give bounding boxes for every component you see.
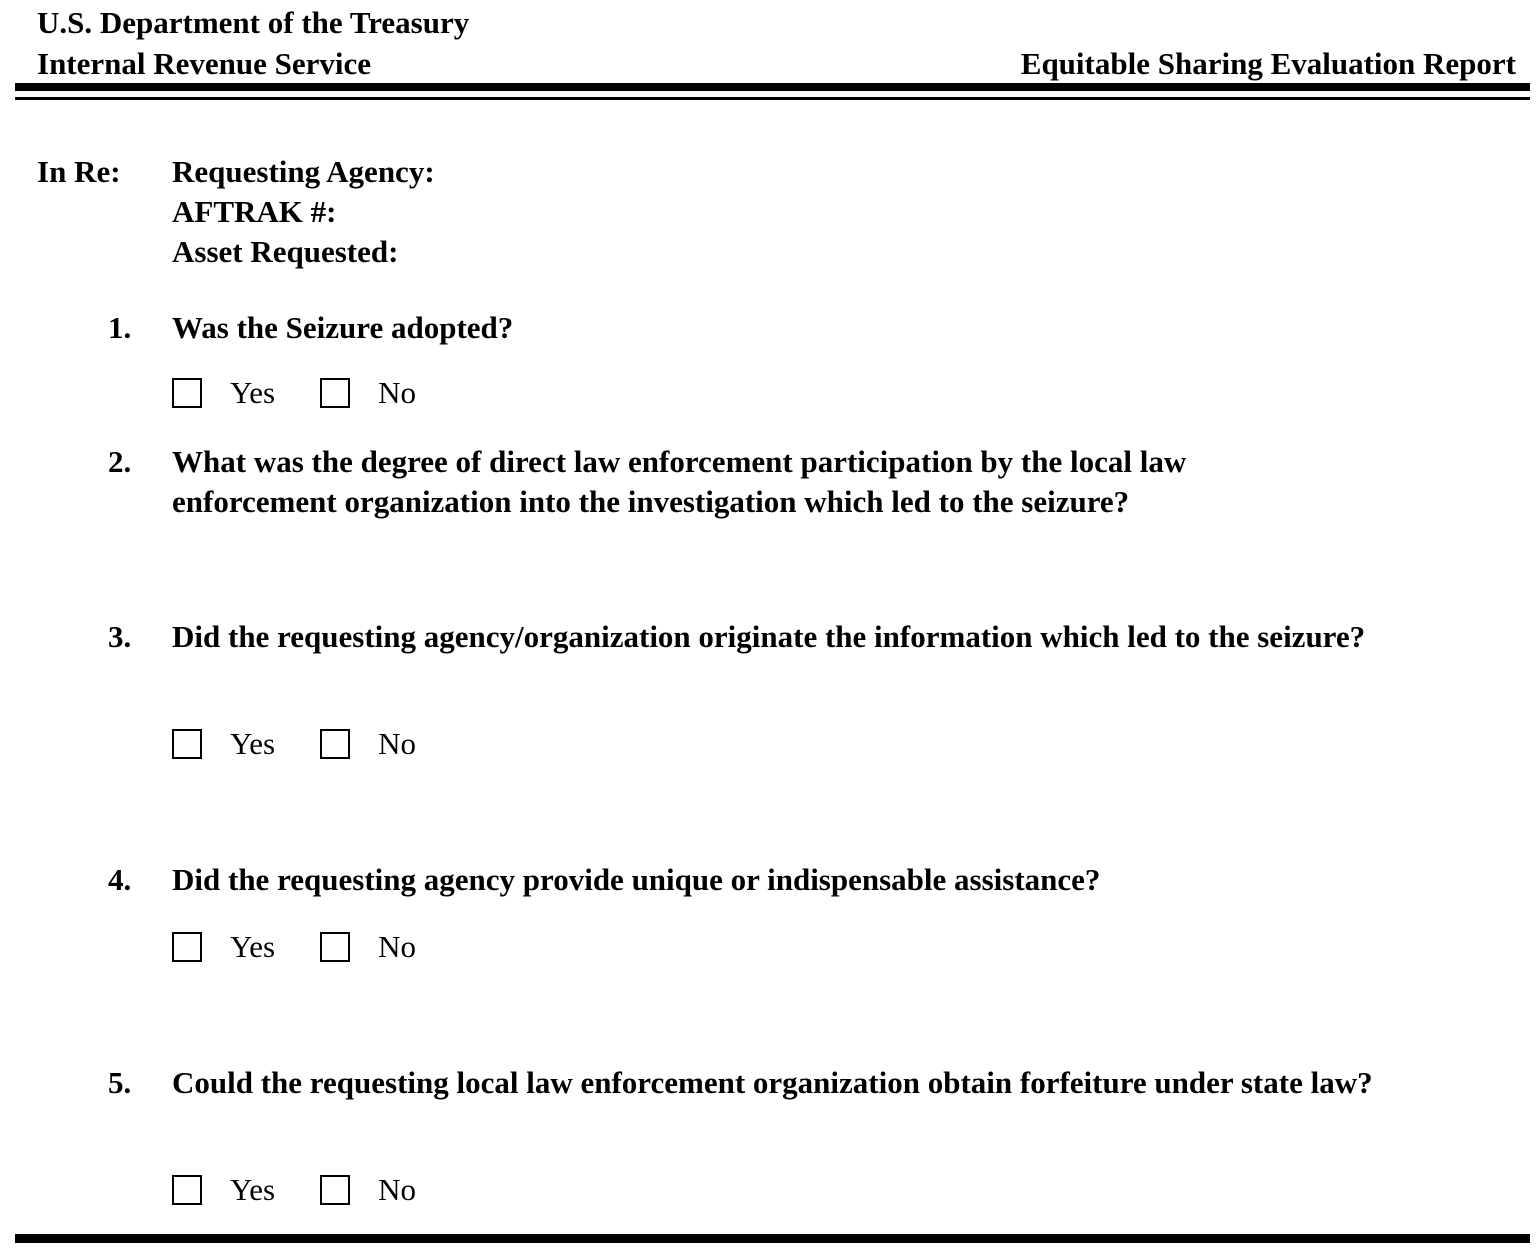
- header-rule-thick: [15, 83, 1530, 91]
- q1-yes-checkbox[interactable]: [172, 375, 275, 411]
- no-label: No: [378, 375, 416, 410]
- question-number: 2.: [108, 444, 132, 479]
- no-label: No: [378, 929, 416, 964]
- header-service: Internal Revenue Service: [37, 46, 372, 81]
- no-label: No: [378, 726, 416, 761]
- header-rule-thin: [15, 97, 1530, 100]
- question-text: Did the requesting agency provide unique or indispensable assistance?: [172, 862, 1101, 897]
- question-text: Could the requesting local law enforcement organization obtain forfeiture under state law?: [172, 1065, 1373, 1100]
- checkbox-icon[interactable]: [320, 1175, 350, 1205]
- no-label: No: [378, 1172, 416, 1207]
- report-title: Equitable Sharing Evaluation Report: [1020, 46, 1516, 81]
- in-re-label: In Re:: [37, 154, 121, 189]
- question-text: Was the Seizure adopted?: [172, 310, 514, 345]
- checkbox-icon[interactable]: [320, 378, 350, 408]
- footer-rule: [15, 1234, 1530, 1243]
- q4-no-checkbox[interactable]: [320, 929, 416, 965]
- q4-options: [172, 929, 461, 965]
- aftrak-label: AFTRAK #:: [172, 194, 337, 229]
- q3-no-checkbox[interactable]: [320, 726, 416, 762]
- asset-requested-label: Asset Requested:: [172, 234, 399, 269]
- question-number: 1.: [108, 310, 132, 345]
- yes-label: Yes: [230, 1172, 276, 1207]
- q4-yes-checkbox[interactable]: [172, 929, 275, 965]
- requesting-agency-label: Requesting Agency:: [172, 154, 435, 189]
- q5-options: [172, 1172, 461, 1208]
- question-number: 5.: [108, 1065, 132, 1100]
- q5-no-checkbox[interactable]: [320, 1172, 416, 1208]
- checkbox-icon[interactable]: [172, 932, 202, 962]
- q1-no-checkbox[interactable]: [320, 375, 416, 411]
- q3-yes-checkbox[interactable]: [172, 726, 275, 762]
- question-number: 4.: [108, 862, 132, 897]
- q5-yes-checkbox[interactable]: [172, 1172, 275, 1208]
- question-number: 3.: [108, 619, 132, 654]
- checkbox-icon[interactable]: [172, 1175, 202, 1205]
- header-department: U.S. Department of the Treasury: [37, 5, 470, 40]
- yes-label: Yes: [230, 375, 276, 410]
- checkbox-icon[interactable]: [172, 729, 202, 759]
- checkbox-icon[interactable]: [320, 729, 350, 759]
- checkbox-icon[interactable]: [172, 378, 202, 408]
- q3-options: [172, 726, 461, 762]
- question-text: Did the requesting agency/organization originate the information which led to the seizure?: [172, 619, 1366, 654]
- checkbox-icon[interactable]: [320, 932, 350, 962]
- q1-options: [172, 375, 461, 411]
- yes-label: Yes: [230, 929, 276, 964]
- yes-label: Yes: [230, 726, 276, 761]
- question-text: What was the degree of direct law enforcement participation by the local law enforcement organization into the investigation which led to the seizure?: [172, 444, 1187, 519]
